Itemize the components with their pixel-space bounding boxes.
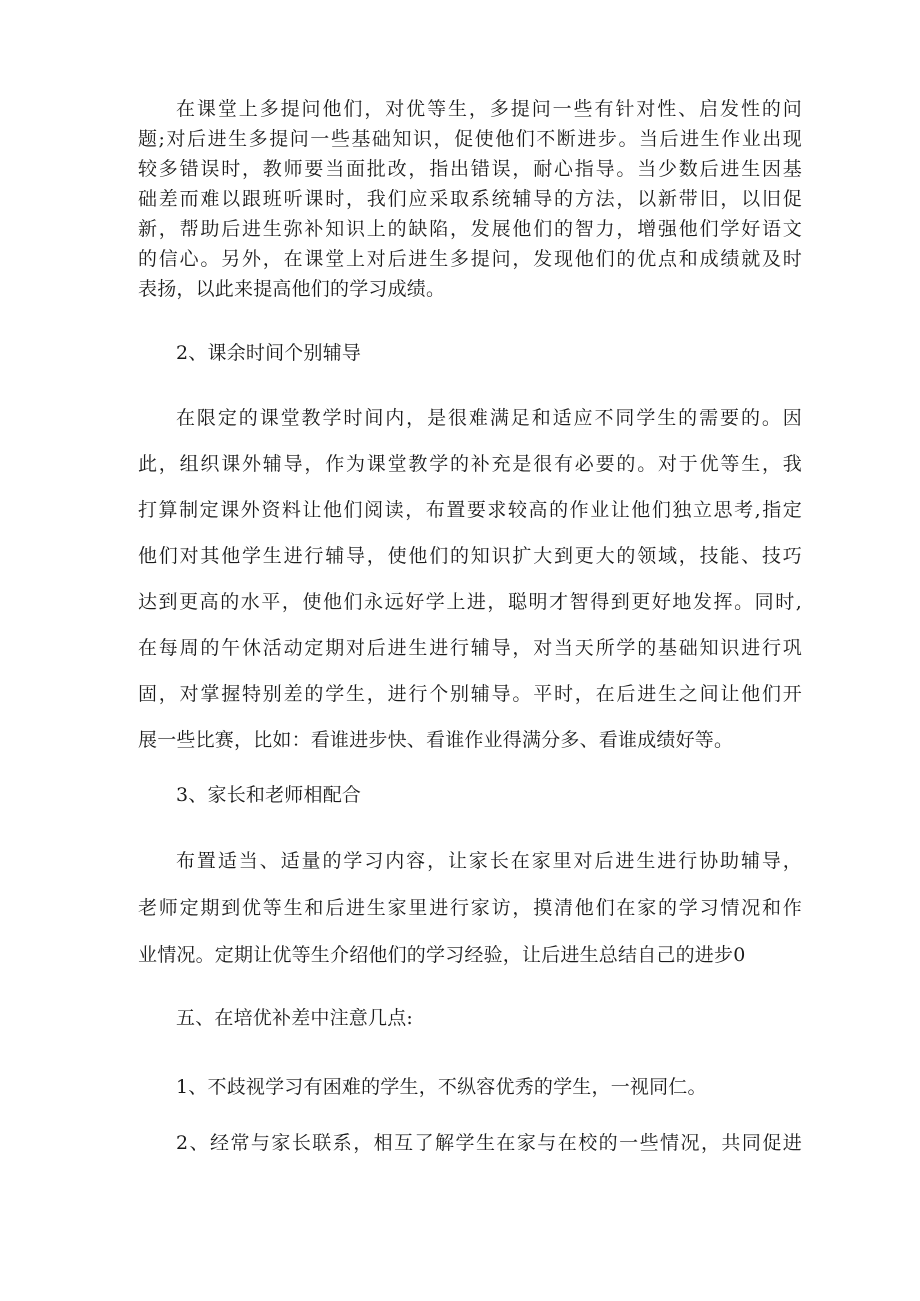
paragraph-1-line-4: 础差而难以跟班听课时，我们应采取系统辅导的方法，以新带旧，以旧促: [138, 188, 802, 210]
paragraph-2-line-7: 固，对掌握特别差的学生，进行个别辅导。平时，在后进生之间让他们开: [138, 683, 802, 705]
paragraph-2-line-4: 他们对其他学生进行辅导，使他们的知识扩大到更大的领域，技能、技巧: [138, 545, 802, 567]
paragraph-2-line-6: 在每周的午休活动定期对后进生进行辅导，对当天所学的基础知识进行巩: [138, 637, 802, 659]
list-item-1: 1、不歧视学习有困难的学生，不纵容优秀的学生，一视同仁。: [176, 1076, 707, 1098]
paragraph-1-line-5: 新，帮助后进生弥补知识上的缺陷，发展他们的智力，增强他们学好语文: [138, 218, 802, 240]
paragraph-2-line-8: 展一些比赛，比如：看谁进步快、看谁作业得满分多、看谁成绩好等。: [138, 729, 734, 751]
paragraph-3-line-1: 布置适当、适量的学习内容，让家长在家里对后进生进行协助辅导，: [176, 850, 802, 872]
paragraph-1-line-6: 的信心。另外，在课堂上对后进生多提问，发现他们的优点和成绩就及时: [138, 248, 802, 270]
section-heading-2: 2、课余时间个别辅导: [176, 342, 362, 364]
paragraph-3-line-2: 老师定期到优等生和后进生家里进行家访，摸清他们在家的学习情况和作: [138, 897, 802, 919]
paragraph-2-line-3: 打算制定课外资料让他们阅读，布置要求较高的作业让他们独立思考,指定: [138, 499, 802, 521]
list-item-2: 2、经常与家长联系，相互了解学生在家与在校的一些情况，共同促进: [176, 1132, 802, 1154]
section-heading-3: 3、家长和老师相配合: [176, 784, 362, 806]
paragraph-1-line-2: 题;对后进生多提问一些基础知识，促使他们不断进步。当后进生作业出现: [138, 128, 802, 150]
paragraph-1-line-3: 较多错误时，教师要当面批改，指出错误，耐心指导。当少数后进生因基: [138, 158, 802, 180]
paragraph-2-line-2: 此，组织课外辅导，作为课堂教学的补充是很有必要的。对于优等生，我: [138, 453, 802, 475]
section-heading-5: 五、在培优补差中注意几点:: [176, 1007, 414, 1029]
paragraph-1-line-7: 表扬，以此来提高他们的学习成绩。: [138, 278, 446, 300]
paragraph-2-line-1: 在限定的课堂教学时间内，是很难满足和适应不同学生的需要的。因: [176, 407, 802, 429]
paragraph-2-line-5: 达到更高的水平，使他们永远好学上进，聪明才智得到更好地发挥。同时,: [138, 591, 802, 613]
paragraph-3-line-3: 业情况。定期让优等生介绍他们的学习经验，让后进生总结自己的进步0: [138, 944, 746, 966]
paragraph-1-line-1: 在课堂上多提问他们，对优等生，多提问一些有针对性、启发性的问: [176, 98, 802, 120]
